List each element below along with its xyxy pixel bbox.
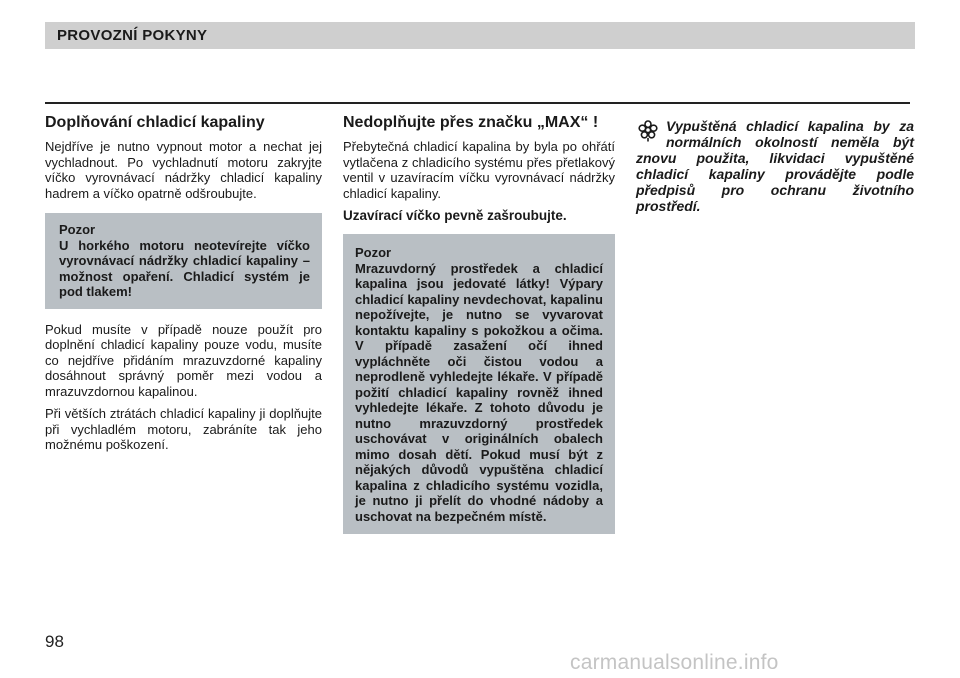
horizontal-rule <box>45 102 910 104</box>
warning-title: Pozor <box>355 245 392 260</box>
page-number: 98 <box>45 632 64 651</box>
warning-title: Pozor <box>59 222 96 237</box>
warning-text: Mrazuvdorný prostředek a chladicí kapalina jsou jedovaté látky! Výpary chladicí kapaliny nevdechovat, kapalinu nepožívejte, je nutno se vyvarovat kontaktu kapaliny s pokožkou a očima. V případě zasažení očí ihned vypláchněte oči čistou vodou a neprodleně vyhledejte lékaře. V případě požití chladicí kapaliny rovněž ihned vyhledejte lékaře. Z tohoto důvodu je nutno mrazuvzdorný prostředek uschovávat v originálních obalech mimo dosah dětí. Pokud musí být z nějakých důvodů vypuštěna chladicí kapalina z chladicího systému vozidla, je nutno ji přelít do vhodné nádoby a uschovat na bezpečném místě. <box>355 260 603 524</box>
warning-box-toxic <box>343 234 615 534</box>
warning-text: U horkého motoru neotevírejte víčko vyrovnávací nádržky chladicí kapaliny – možnost opaření. Chladicí systém je pod tlakem! <box>59 237 310 299</box>
heading-max-mark: Nedoplňujte přes značku „MAX“ ! <box>343 114 599 131</box>
watermark: carmanualsonline.info <box>570 651 779 674</box>
section-header-bar <box>45 22 915 49</box>
paragraph-overflow: Přebytečná chladicí kapalina by byla po ohřátí vytlačena z chladicího systému přes přetlakový ventil v uzavíracím víčku vyrovnávací nádržky chladicí kapaliny. <box>343 139 615 201</box>
column-right-eco-note <box>636 118 914 214</box>
column-left <box>45 113 322 460</box>
warning-box-hot-engine <box>45 213 322 309</box>
paragraph-water-emergency: Pokud musíte v případě nouze použít pro doplnění chladicí kapaliny pouze vodu, musíte co nejdříve přidáním mrazuvzdorné kapaliny dosáhnout správný poměr mezi vodou a mrazuvzdornou kapalinou. <box>45 321 322 399</box>
paragraph-tighten-cap: Uzavírací víčko pevně zašroubujte. <box>343 208 567 223</box>
section-title: PROVOZNÍ POKYNY <box>57 27 208 44</box>
paragraph-large-losses: Při větších ztrátách chladicí kapaliny ji doplňujte při vychladlém motoru, zabráníte tak jeho možnému poškození. <box>45 406 322 452</box>
flower-eco-icon <box>636 120 660 142</box>
eco-disposal-text: Vypuštěná chladicí kapalina by za normálních okolností neměla být znovu použita, likvidaci vypuštěné chladicí kapaliny provádějte podle předpisů pro ochranu životního prostředí. <box>636 118 914 214</box>
column-middle <box>343 113 615 547</box>
paragraph-intro: Nejdříve je nutno vypnout motor a nechat jej vychladnout. Po vychladnutí motoru zakryjte víčko vyrovnávací nádržky chladicí kapaliny hadrem a víčko opatrně odšroubujte. <box>45 139 322 201</box>
heading-coolant-refill: Doplňování chladicí kapaliny <box>45 114 265 131</box>
